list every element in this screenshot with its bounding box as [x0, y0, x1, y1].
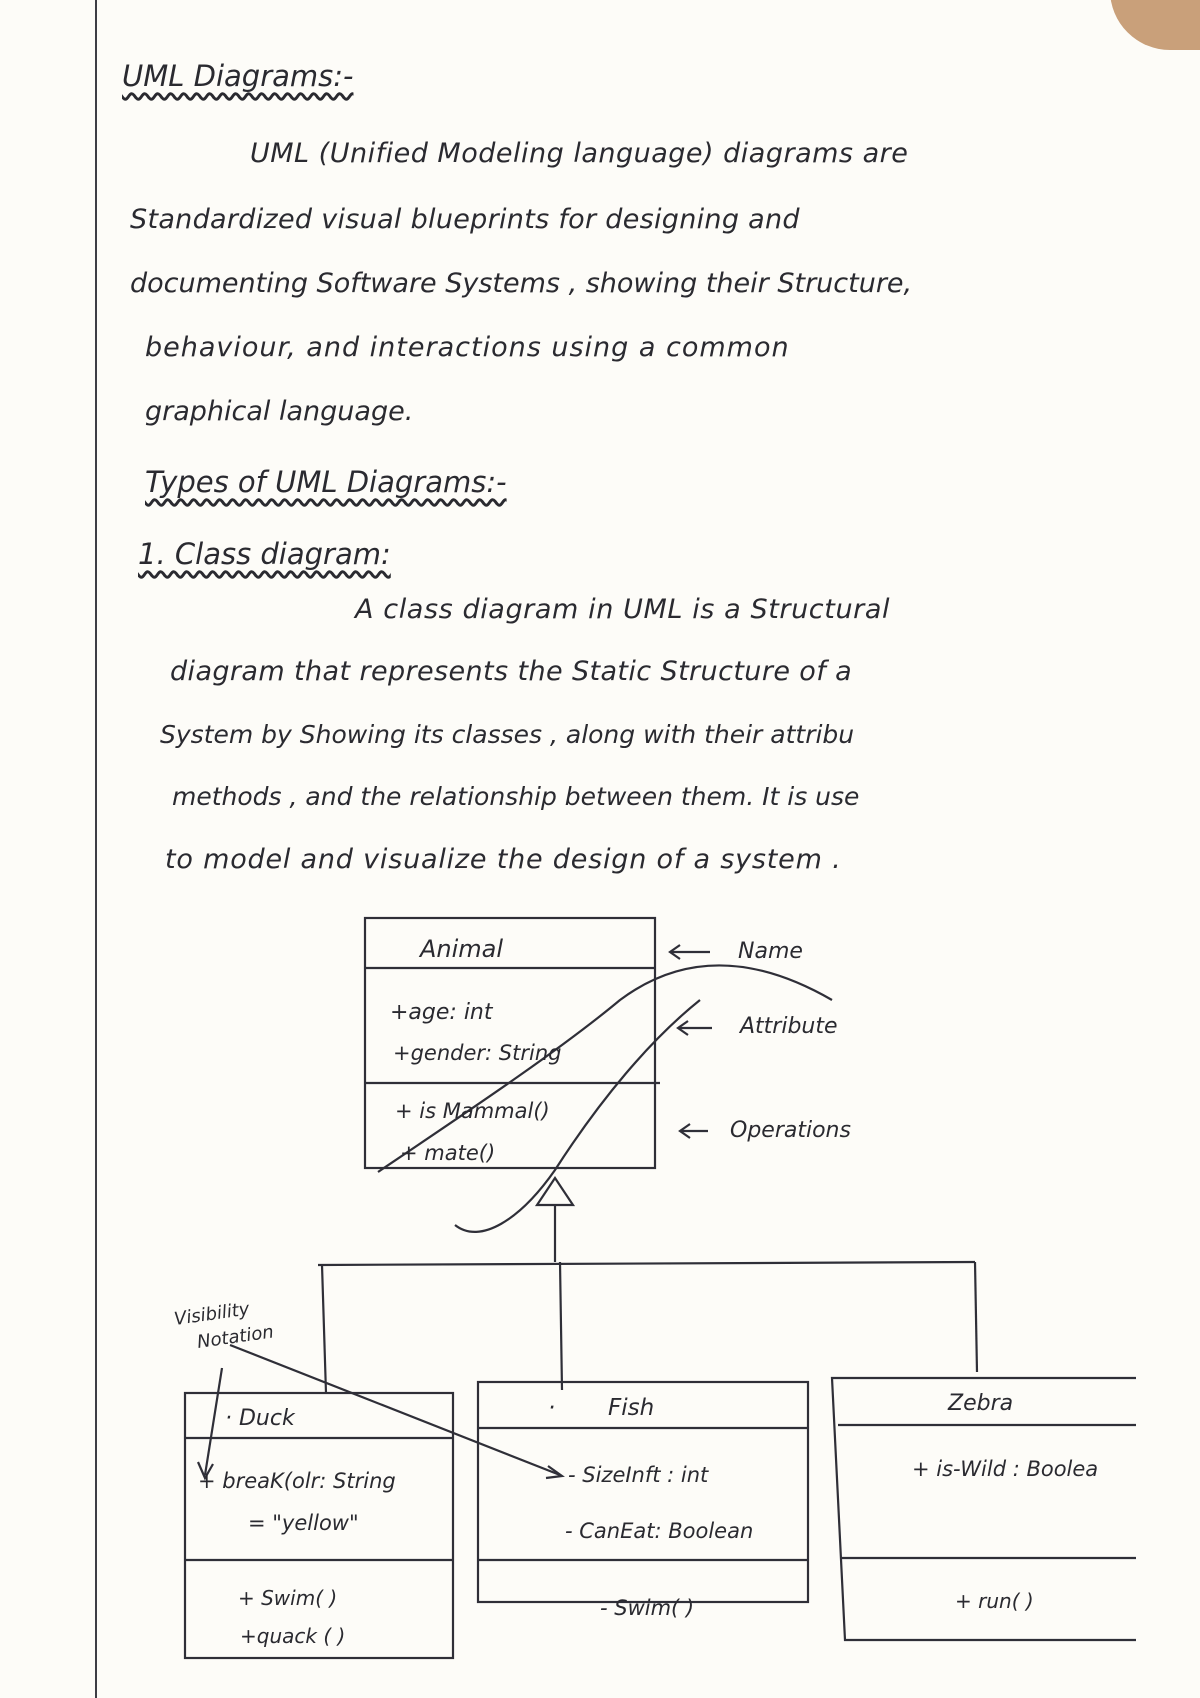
- zebra-operation: + run( ): [955, 1589, 1034, 1613]
- animal-attribute: +age: int: [390, 1000, 493, 1025]
- animal-class-name: Animal: [420, 935, 504, 963]
- duck-attribute: + breaK(olr: String: [198, 1469, 396, 1493]
- attribute-annotation: Attribute: [740, 1014, 838, 1039]
- fish-attribute: - CanEat: Boolean: [565, 1519, 754, 1543]
- fish-class-name-dot: ·: [548, 1395, 556, 1421]
- intro-line-5: graphical language.: [145, 396, 414, 427]
- class-line-3: System by Showing its classes , along with their attribu: [160, 720, 855, 749]
- animal-attribute: +gender: String: [393, 1041, 562, 1065]
- types-heading: Types of UML Diagrams:-: [145, 465, 507, 499]
- intro-line-3: documenting Software Systems , showing their Structure,: [130, 268, 913, 299]
- intro-line-2: Standardized visual blueprints for designing and: [130, 204, 800, 235]
- visibility-pointer-line: [205, 1368, 222, 1475]
- fish-class-name: Fish: [608, 1395, 655, 1421]
- visibility-note: Notation: [195, 1321, 275, 1353]
- duck-operation: + Swim( ): [238, 1586, 338, 1610]
- zebra-class-name: Zebra: [948, 1391, 1014, 1416]
- class-line-4: methods , and the relationship between them. It is use: [172, 782, 860, 811]
- intro-line-1: UML (Unified Modeling language) diagrams are: [250, 138, 909, 169]
- class-line-1: A class diagram in UML is a Structural: [355, 594, 891, 625]
- fish-attribute: - SizeInft : int: [568, 1463, 709, 1487]
- class-line-5: to model and visualize the design of a system .: [165, 844, 842, 875]
- inheritance-arrow: [537, 1178, 573, 1205]
- class-line-2: diagram that represents the Static Structure of a: [170, 656, 853, 687]
- zebra-attribute: + is-Wild : Boolea: [912, 1457, 1099, 1481]
- class-diagram-heading: 1. Class diagram:: [138, 537, 391, 571]
- name-annotation: Name: [738, 939, 803, 964]
- duck-class-name: · Duck: [225, 1406, 295, 1431]
- animal-operation: + is Mammal(): [395, 1099, 550, 1123]
- duck-operation: +quack ( ): [240, 1624, 346, 1648]
- operations-annotation: Operations: [730, 1118, 851, 1143]
- animal-operation: + mate(): [400, 1141, 496, 1165]
- intro-line-4: behaviour, and interactions using a common: [145, 332, 790, 363]
- page-title: UML Diagrams:-: [122, 59, 354, 93]
- duck-attribute: = "yellow": [248, 1511, 359, 1535]
- fish-operation: - Swim( ): [600, 1596, 695, 1620]
- visibility-note: Visibility: [172, 1298, 251, 1330]
